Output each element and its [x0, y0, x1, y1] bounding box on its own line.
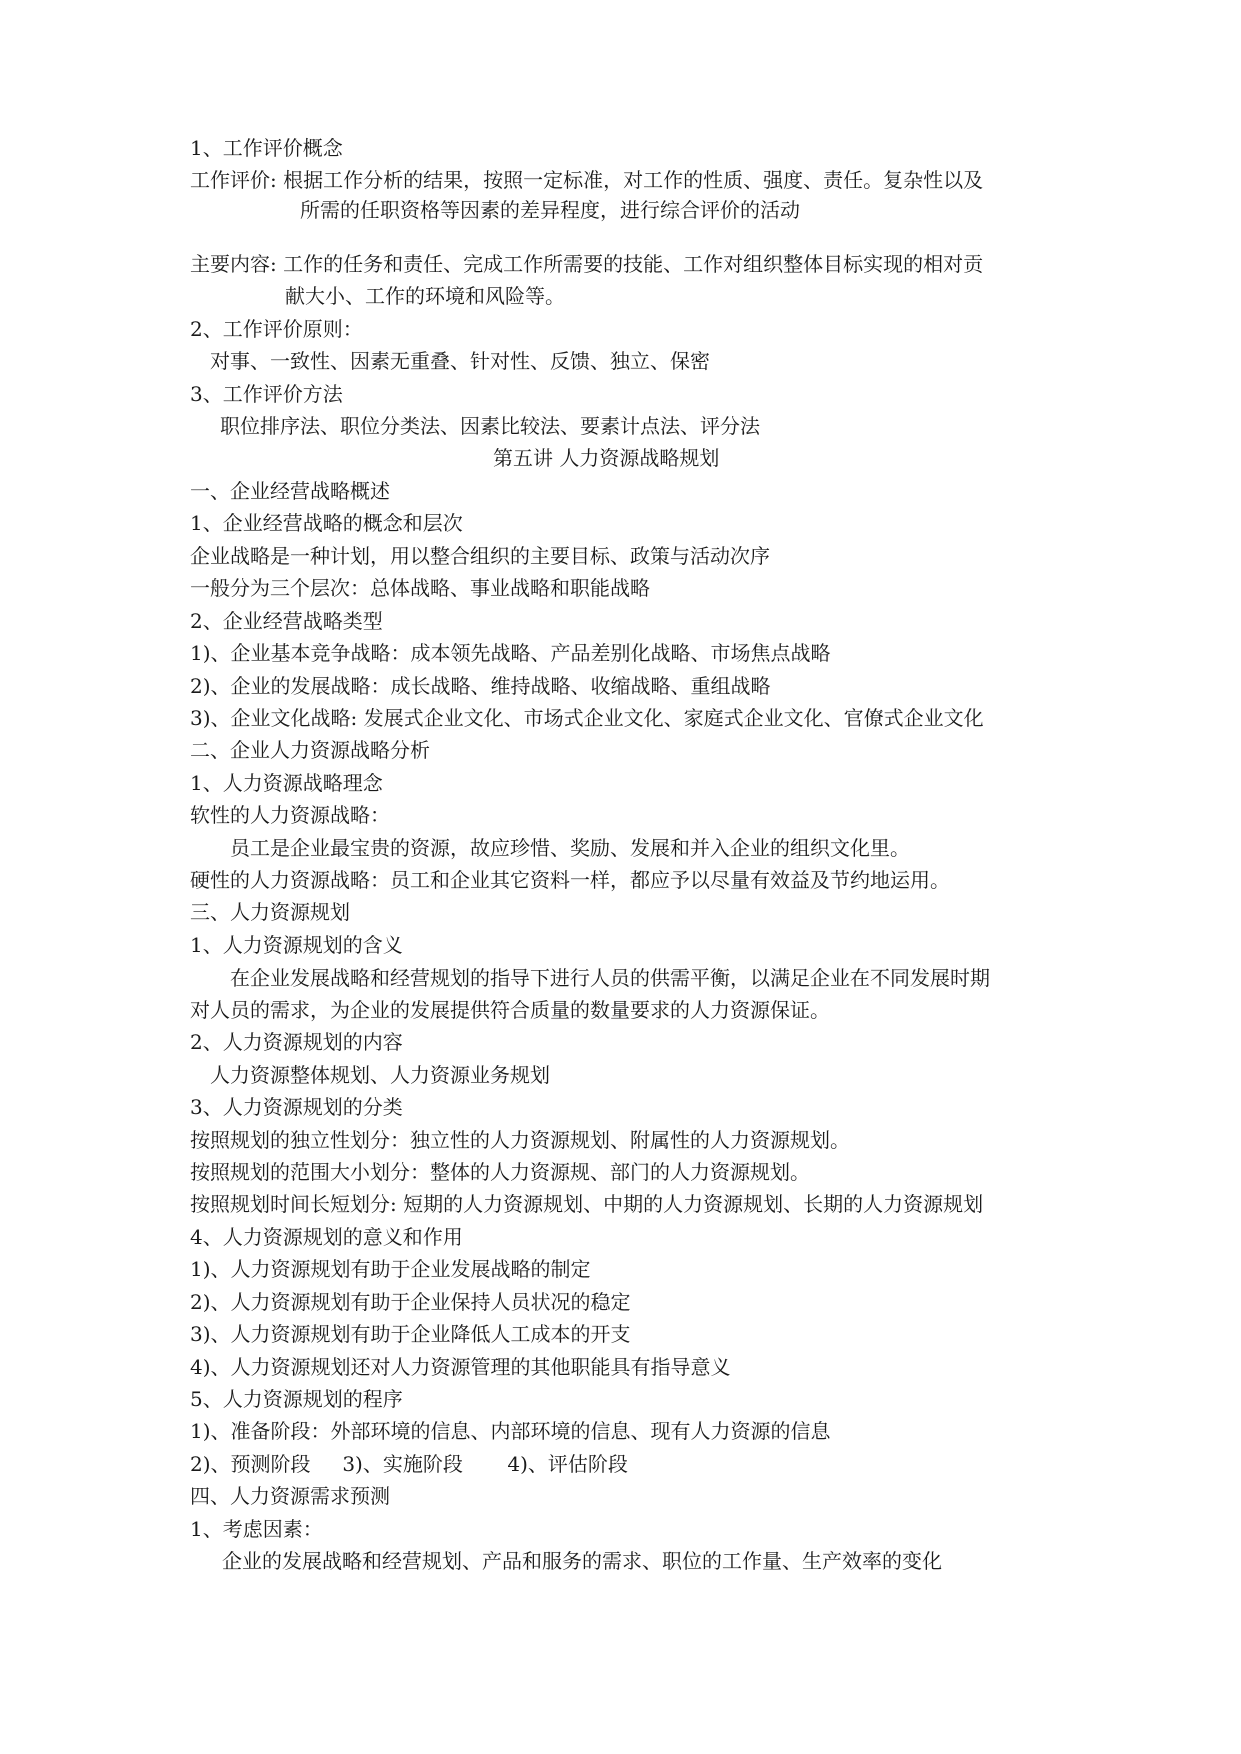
text-line: 企业战略是一种计划，用以整合组织的主要目标、政策与活动次序 [190, 544, 770, 568]
text-line: 1、人力资源规划的含义 [190, 933, 403, 957]
text-line: 1)、人力资源规划有助于企业发展战略的制定 [190, 1257, 591, 1281]
text-line: 四、人力资源需求预测 [190, 1484, 390, 1508]
text-line: 1、工作评价概念 [190, 136, 343, 160]
text-line: 一、企业经营战略概述 [190, 479, 390, 503]
text-line: 在企业发展战略和经营规划的指导下进行人员的供需平衡，以满足企业在不同发展时期 [230, 966, 990, 990]
text-line: 按照规划的范围大小划分：整体的人力资源规、部门的人力资源规划。 [190, 1160, 810, 1184]
text-line: 3、工作评价方法 [190, 382, 343, 406]
text-line: 一般分为三个层次：总体战略、事业战略和职能战略 [190, 576, 650, 600]
text-line: 按照规划的独立性划分：独立性的人力资源规划、附属性的人力资源规划。 [190, 1128, 850, 1152]
text-line: 5、人力资源规划的程序 [190, 1387, 403, 1411]
text-line: 3、人力资源规划的分类 [190, 1095, 403, 1119]
text-line: 2)、预测阶段 3)、实施阶段 4)、评估阶段 [190, 1452, 628, 1476]
text-line: 员工是企业最宝贵的资源，故应珍惜、奖励、发展和并入企业的组织文化里。 [230, 836, 910, 860]
text-line: 1)、企业基本竞争战略：成本领先战略、产品差别化战略、市场焦点战略 [190, 641, 831, 665]
text-line: 2)、人力资源规划有助于企业保持人员状况的稳定 [190, 1290, 631, 1314]
text-line: 主要内容: 工作的任务和责任、完成工作所需要的技能、工作对组织整体目标实现的相对贡 [190, 252, 984, 276]
text-line: 所需的任职资格等因素的差异程度，进行综合评价的活动 [300, 198, 800, 222]
text-line: 工作评价: 根据工作分析的结果，按照一定标准，对工作的性质、强度、责任。复杂性以及 [190, 168, 984, 192]
text-line: 1、人力资源战略理念 [190, 771, 383, 795]
text-line: 硬性的人力资源战略：员工和企业其它资料一样，都应予以尽量有效益及节约地运用。 [190, 868, 950, 892]
text-line: 2、人力资源规划的内容 [190, 1030, 403, 1054]
text-line: 献大小、工作的环境和风险等。 [285, 284, 565, 308]
text-line: 3)、人力资源规划有助于企业降低人工成本的开支 [190, 1322, 631, 1346]
text-line: 对人员的需求，为企业的发展提供符合质量的数量要求的人力资源保证。 [190, 998, 830, 1022]
text-line: 2、企业经营战略类型 [190, 609, 383, 633]
text-line: 2、工作评价原则： [190, 317, 363, 341]
text-line: 职位排序法、职位分类法、因素比较法、要素计点法、评分法 [220, 414, 760, 438]
text-line: 软性的人力资源战略： [190, 803, 390, 827]
text-line: 1)、准备阶段：外部环境的信息、内部环境的信息、现有人力资源的信息 [190, 1419, 831, 1443]
text-line: 1、企业经营战略的概念和层次 [190, 511, 463, 535]
text-line: 1、考虑因素： [190, 1517, 323, 1541]
section-heading: 第五讲 人力资源战略规划 [493, 446, 720, 470]
text-line: 三、人力资源规划 [190, 900, 350, 924]
text-line: 人力资源整体规划、人力资源业务规划 [210, 1063, 550, 1087]
text-line: 按照规划时间长短划分: 短期的人力资源规划、中期的人力资源规划、长期的人力资源规划 [190, 1192, 984, 1216]
text-line: 3)、企业文化战略: 发展式企业文化、市场式企业文化、家庭式企业文化、官僚式企业文化 [190, 706, 984, 730]
text-line: 4)、人力资源规划还对人力资源管理的其他职能具有指导意义 [190, 1355, 731, 1379]
text-line: 2)、企业的发展战略：成长战略、维持战略、收缩战略、重组战略 [190, 674, 771, 698]
text-line: 4、人力资源规划的意义和作用 [190, 1225, 463, 1249]
text-line: 对事、一致性、因素无重叠、针对性、反馈、独立、保密 [210, 349, 710, 373]
text-line: 企业的发展战略和经营规划、产品和服务的需求、职位的工作量、生产效率的变化 [222, 1549, 942, 1573]
text-line: 二、企业人力资源战略分析 [190, 738, 430, 762]
